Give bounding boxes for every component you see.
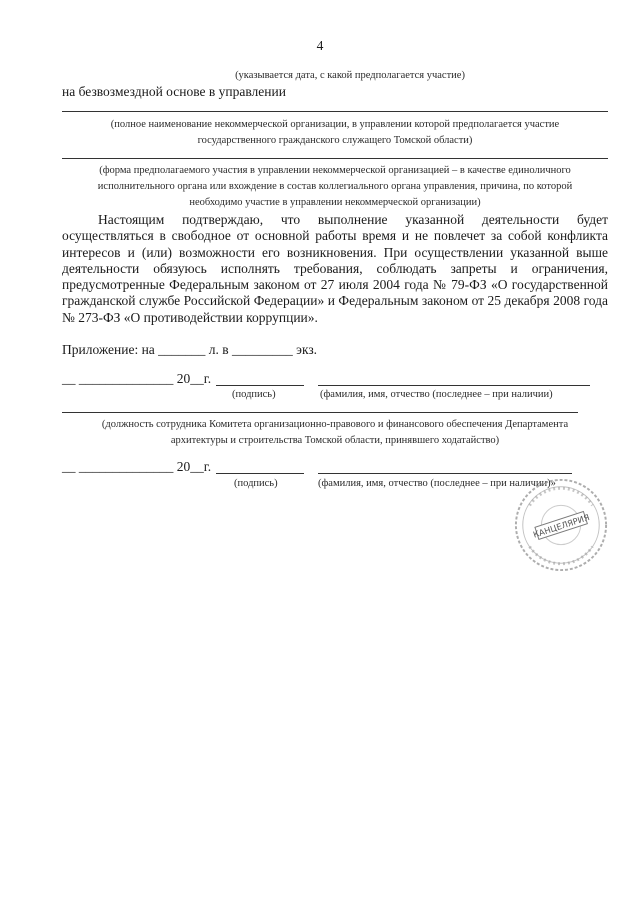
signature2-sign-caption: (подпись) bbox=[234, 478, 278, 489]
org-name-line bbox=[62, 111, 608, 112]
committee-official-line bbox=[62, 412, 578, 413]
stamp-text: КАНЦЕЛЯРИЯ bbox=[531, 512, 591, 540]
committee-official-hint-line2: архитектуры и строительства Томской области, принявшего ходатайство) bbox=[170, 435, 500, 446]
signature2-name-line bbox=[318, 473, 572, 474]
participation-form-hint-line3: необходимо участие в управлении некоммерческой организации) bbox=[189, 197, 481, 208]
signature1-sign-caption: (подпись) bbox=[232, 389, 276, 400]
signature1-date-line: __ ______________ 20__г. bbox=[62, 371, 212, 386]
signature1-name-line bbox=[318, 385, 590, 386]
participation-form-hint-line2: исполнительного органа или вхождение в состав коллегиального органа управления, причина, по которой bbox=[97, 181, 573, 192]
org-name-hint-line2: государственного гражданского служащего Томской области) bbox=[197, 135, 473, 146]
participation-date-hint: (указывается дата, с какой предполагается участие) bbox=[235, 70, 465, 81]
office-stamp-icon bbox=[512, 476, 610, 574]
committee-official-hint-line1: (должность сотрудника Комитета организационно-правового и финансового обеспечения Департамента bbox=[101, 419, 569, 430]
page-number: 4 bbox=[316, 38, 324, 53]
signature1-sign-line bbox=[216, 385, 304, 386]
signature1-name-caption: (фамилия, имя, отчество (последнее – при наличии) bbox=[320, 389, 553, 400]
org-name-hint-line1: (полное наименование некоммерческой организации, в управлении которой предполагается участие bbox=[110, 119, 560, 130]
signature2-name-caption: (фамилия, имя, отчество (последнее – при наличии)» bbox=[318, 478, 556, 489]
basis-line: на безвозмездной основе в управлении bbox=[62, 84, 286, 99]
confirmation-paragraph: Настоящим подтверждаю, что выполнение указанной деятельности будет осуществляться в свободное от основной работы время и не повлечет за собой конфликта интересов и (или) возможности его возникновения. При осуществлении указанной выше деятельности обязуюсь исполнять требования, соблюдать запреты и ограничения, предусмотренные Федеральным законом от 27 июля 2004 года № 79-ФЗ «О государственной гражданской службе Российской Федерации» и Федеральным законом от 25 декабря 2008 года № 273-ФЗ «О противодействии коррупции». bbox=[62, 212, 608, 325]
attachment-line: Приложение: на _______ л. в _________ экз. bbox=[62, 342, 318, 357]
participation-form-line bbox=[62, 158, 608, 159]
participation-form-hint-line1: (форма предполагаемого участия в управлении некоммерческой организацией – в качестве единоличного bbox=[99, 165, 571, 176]
signature2-date-line: __ ______________ 20__г. bbox=[62, 459, 212, 474]
signature2-sign-line bbox=[216, 473, 304, 474]
